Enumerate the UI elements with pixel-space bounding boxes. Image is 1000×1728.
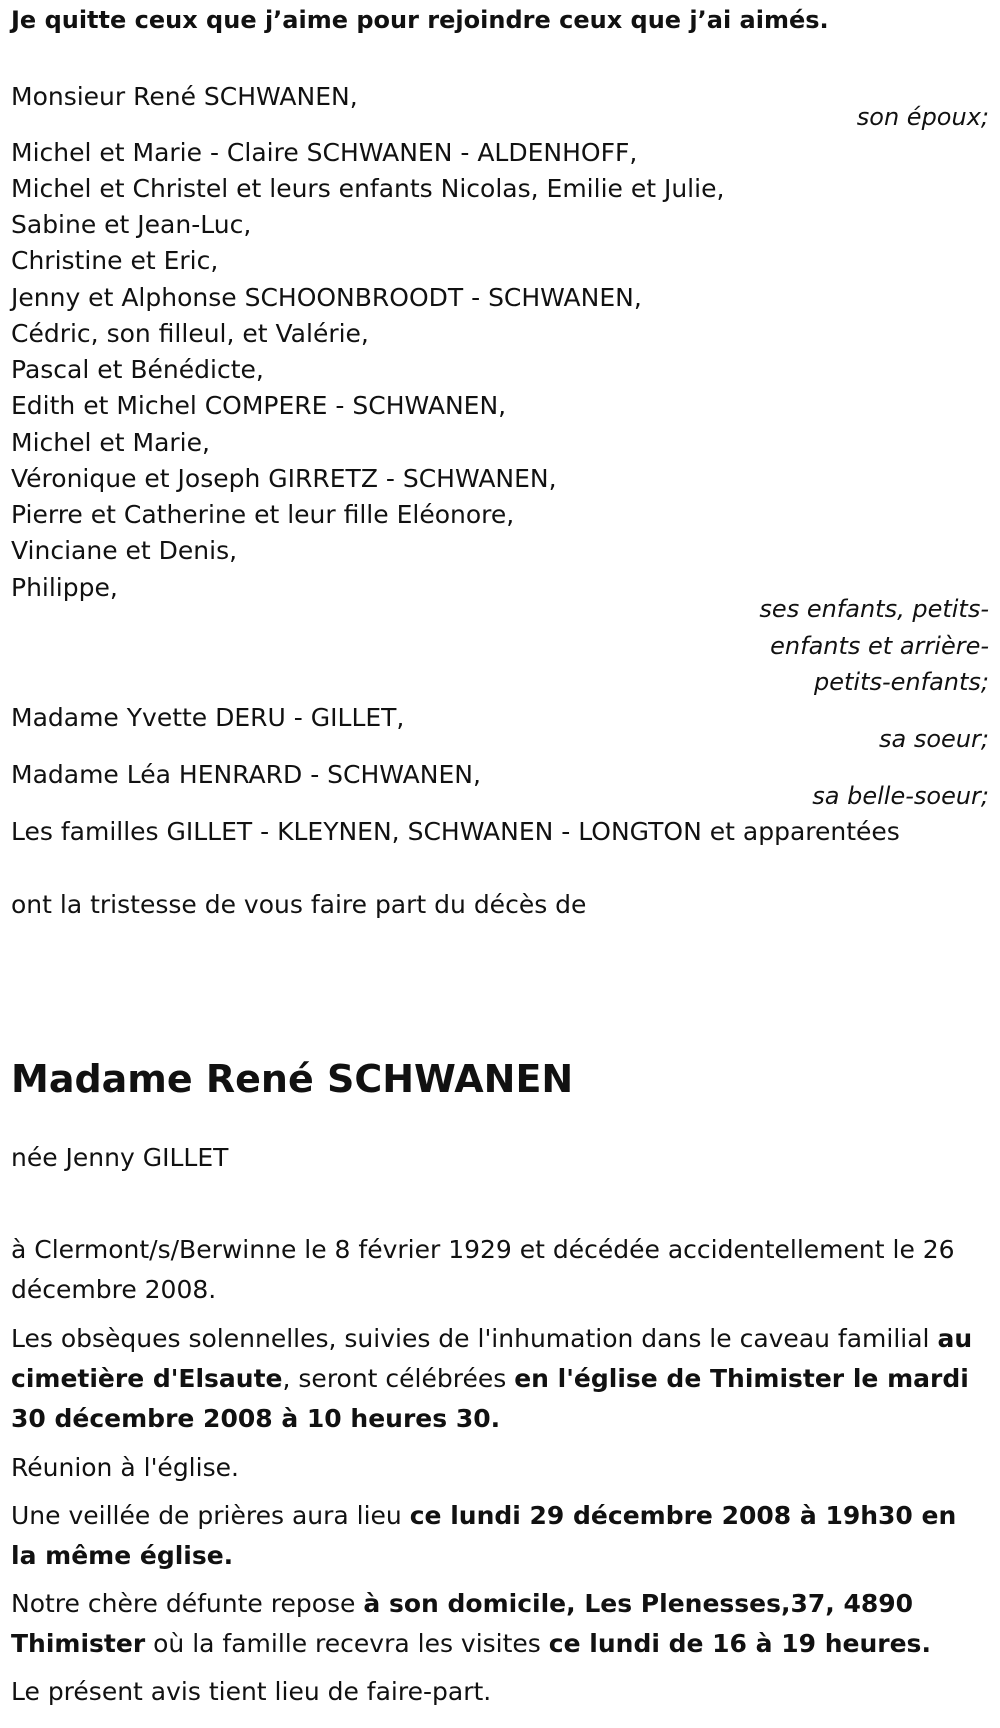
rest-text-2: où la famille recevra les visites: [145, 1629, 549, 1658]
birth-death-paragraph: à Clermont/s/Berwinne le 8 février 1929 et décédée accidentellement le 26 décembre 2008.: [11, 1235, 955, 1304]
sister-name: Madame Yvette DERU - GILLET,: [11, 703, 405, 732]
deceased-name: Madame René SCHWANEN: [11, 1057, 574, 1101]
spouse-name: Monsieur René SCHWANEN,: [11, 82, 358, 111]
child-line: Pierre et Catherine et leur fille Eléonore,: [11, 500, 515, 529]
families-line: Les familles GILLET - KLEYNEN, SCHWANEN - LONGTON et apparentées: [11, 817, 900, 846]
child-line: Michel et Marie - Claire SCHWANEN - ALDENHOFF,: [11, 138, 638, 167]
child-line: Christine et Eric,: [11, 246, 219, 275]
child-line: Michel et Christel et leurs enfants Nicolas, Emilie et Julie,: [11, 174, 725, 203]
maiden-name: née Jenny GILLET: [11, 1143, 229, 1172]
heading-quote: Je quitte ceux que j’aime pour rejoindre ceux que j’ai aimés.: [11, 6, 829, 34]
sister-in-law-name: Madame Léa HENRARD - SCHWANEN,: [11, 760, 481, 789]
vigil-text: Une veillée de prières aura lieu: [11, 1501, 410, 1530]
sister-in-law-role: sa belle-soeur;: [812, 782, 989, 810]
rest-visit-hours: ce lundi de 16 à 19 heures.: [548, 1629, 931, 1658]
child-line: Jenny et Alphonse SCHOONBROODT - SCHWANEN,: [11, 283, 642, 312]
funeral-cemetery: au cimetière d'Elsaute: [11, 1324, 973, 1393]
rest-address: à son domicile, Les Plenesses,37, 4890 Thimister: [11, 1589, 914, 1658]
rest-paragraph: [11, 1584, 986, 1664]
announcement-line: ont la tristesse de vous faire part du décès de: [11, 890, 587, 919]
child-line: Sabine et Jean-Luc,: [11, 210, 252, 239]
rest-text: Notre chère défunte repose: [11, 1589, 364, 1618]
notice-paragraph: Le présent avis tient lieu de faire-part.: [11, 1677, 492, 1706]
child-line: Pascal et Bénédicte,: [11, 355, 264, 384]
child-line: Michel et Marie,: [11, 428, 210, 457]
funeral-text-2: , seront célébrées: [282, 1364, 515, 1393]
spouse-role: son époux;: [856, 103, 989, 131]
meeting-paragraph: Réunion à l'église.: [11, 1453, 239, 1482]
child-line: Véronique et Joseph GIRRETZ - SCHWANEN,: [11, 464, 557, 493]
sister-role: sa soeur;: [879, 725, 989, 753]
child-line: Edith et Michel COMPERE - SCHWANEN,: [11, 391, 507, 420]
child-line: Cédric, son filleul, et Valérie,: [11, 319, 369, 348]
funeral-text: Les obsèques solennelles, suivies de l'inhumation dans le caveau familial: [11, 1324, 938, 1353]
vigil-date: ce lundi 29 décembre 2008 à 19h30 en la même église.: [11, 1501, 957, 1570]
children-role-line: petits-enfants;: [814, 668, 989, 696]
children-role-line: ses enfants, petits-: [759, 595, 989, 623]
children-role-line: enfants et arrière-: [770, 632, 989, 660]
child-line: Philippe,: [11, 573, 118, 602]
child-line: Vinciane et Denis,: [11, 536, 238, 565]
funeral-paragraph: [11, 1319, 986, 1439]
vigil-paragraph: [11, 1496, 986, 1576]
funeral-date: en l'église de Thimister le mardi 30 décembre 2008 à 10 heures 30.: [11, 1364, 969, 1433]
